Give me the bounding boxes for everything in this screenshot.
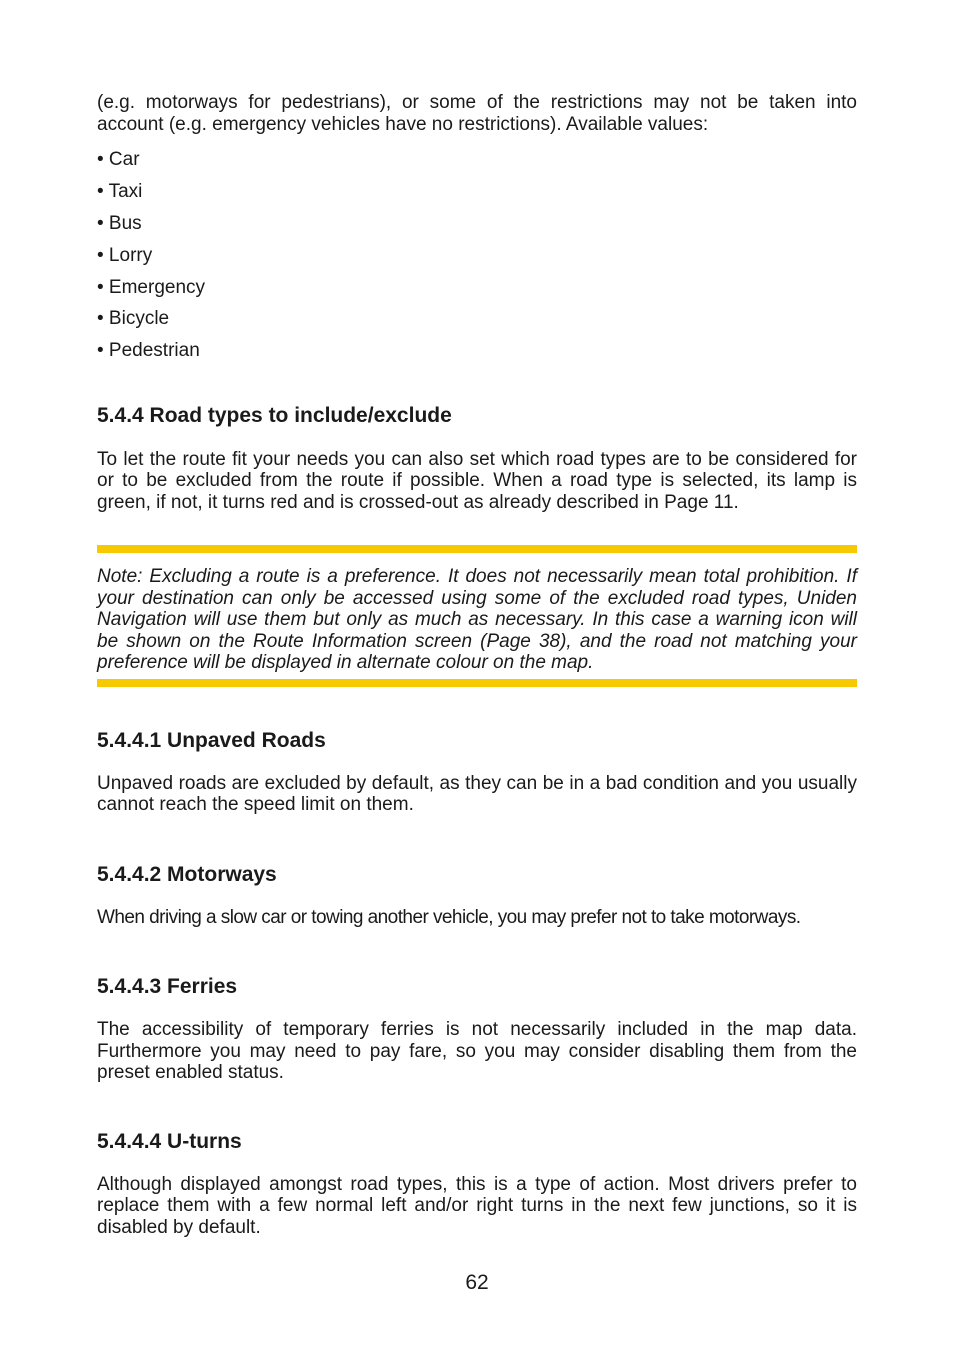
- note-top-bar: [97, 545, 857, 553]
- list-item: • Car: [97, 149, 140, 170]
- section-body-unpaved-roads: Unpaved roads are excluded by default, as they can be in a bad condition and you usually cannot reach the speed limit on them.: [97, 772, 857, 816]
- section-heading-motorways: 5.4.4.2 Motorways: [97, 862, 277, 886]
- vehicle-type-list: [97, 149, 857, 362]
- list-item: • Pedestrian: [97, 340, 200, 362]
- list-item: • Bicycle: [97, 308, 170, 330]
- intro-paragraph: (e.g. motorways for pedestrians), or some of the restrictions may not be taken into account (e.g. emergency vehicles have no restrictions). Available values:: [97, 92, 857, 135]
- note-text: Note: Excluding a route is a preference. It does not necessarily mean total prohibition. If your destination can only be accessed using some of the excluded road types, Uniden Navigation will use them but only as much as necessary. In this case a warning icon will be shown on the Route Information screen (Page 38), and the road not matching your preference will be displayed in alternate colour on the map.: [97, 566, 857, 674]
- section-body-motorways: When driving a slow car or towing another vehicle, you may prefer not to take motorways.: [97, 906, 801, 928]
- section-heading-unpaved-roads: 5.4.4.1 Unpaved Roads: [97, 728, 326, 752]
- section-body-ferries: The accessibility of temporary ferries is not necessarily included in the map data. Furthermore you may need to pay fare, so you may consider disabling them from the preset enabled status.: [97, 1019, 857, 1084]
- note-bottom-bar: [97, 679, 857, 687]
- note-box: [97, 566, 857, 674]
- section-heading-ferries: 5.4.4.3 Ferries: [97, 975, 238, 999]
- list-item: • Bus: [97, 212, 142, 234]
- list-item: • Emergency: [97, 276, 206, 298]
- section-heading-u-turns: 5.4.4.4 U-turns: [97, 1129, 242, 1153]
- list-item: • Taxi: [97, 180, 143, 202]
- page-number: 62: [465, 1271, 489, 1294]
- section-body-road-types: To let the route fit your needs you can also set which road types are to be considered for or to be excluded from the route if possible. When a road type is selected, its lamp is green, if not, it turns red and is crossed-out as already described in Page 11.: [97, 448, 857, 513]
- section-body-u-turns: Although displayed amongst road types, this is a type of action. Most drivers prefer to replace them with a few normal left and/or right turns in the next few junctions, so it is disabled by default.: [97, 1173, 857, 1238]
- page-content: [97, 92, 857, 1238]
- list-item: • Lorry: [97, 244, 153, 266]
- section-heading-road-types: 5.4.4 Road types to include/exclude: [97, 403, 452, 427]
